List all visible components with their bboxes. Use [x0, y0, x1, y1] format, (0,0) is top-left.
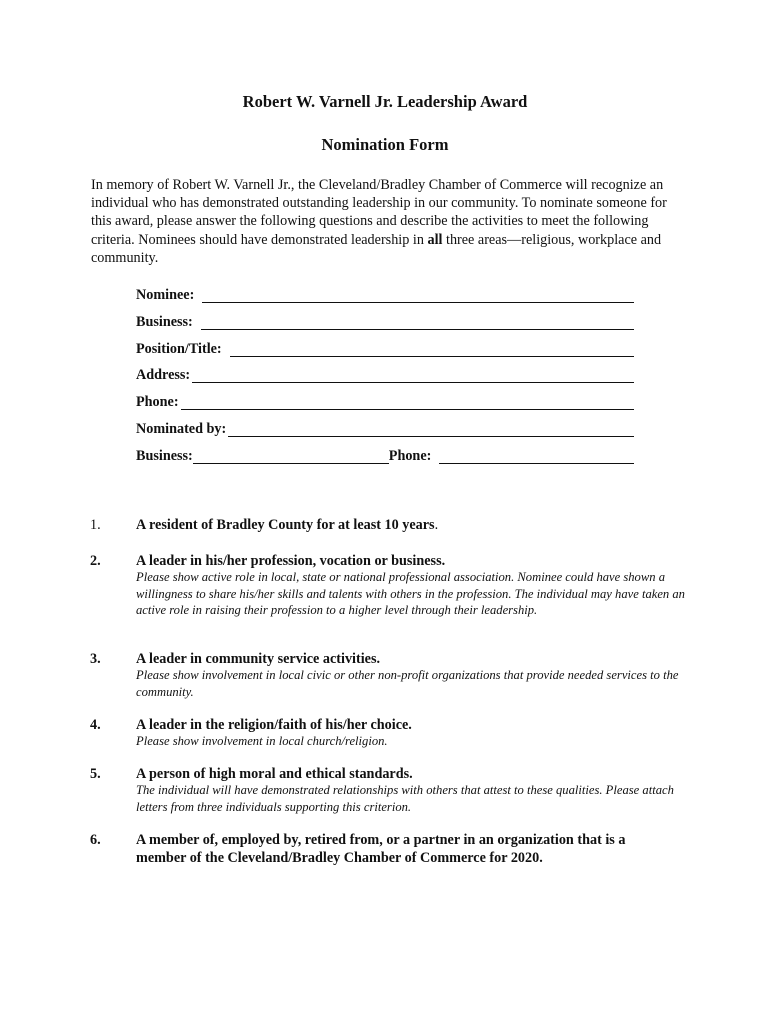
phone-field [136, 390, 634, 410]
nominator-phone-input-line[interactable] [439, 447, 634, 464]
phone-label: Phone: [136, 394, 179, 410]
position-title-label: Position/Title: [136, 341, 222, 357]
nominator-phone-label: Phone: [388, 448, 432, 464]
criterion-heading: A leader in the religion/faith of his/her choice. [136, 717, 412, 733]
nominee-field [136, 283, 634, 303]
criterion-number: 4. [90, 717, 101, 733]
position-title-input-line[interactable] [230, 340, 634, 357]
criterion-description: Please show involvement in local church/religion. [136, 734, 388, 748]
nominated-by-label: Nominated by: [136, 421, 227, 437]
criterion-heading [136, 516, 696, 534]
address-label: Address: [136, 367, 191, 383]
nominator-business-input-line[interactable] [193, 447, 389, 464]
nominee-label: Nominee: [136, 287, 195, 303]
nominated-by-input-line[interactable] [228, 420, 634, 437]
criterion-heading-tail: . [434, 517, 439, 533]
nominee-input-line[interactable] [202, 286, 634, 303]
position-title-field [136, 337, 634, 357]
nominator-contact-field [136, 444, 634, 464]
award-title: Robert W. Varnell Jr. Leadership Award [242, 92, 528, 111]
criterion-number: 1. [90, 517, 101, 533]
business-label: Business: [136, 314, 193, 330]
intro-text-end: three areas—religious, workplace and community. [91, 231, 662, 266]
criterion-heading: A person of high moral and ethical standards. [136, 766, 413, 782]
criterion-description: Please show active role in local, state or national professional association. Nominee could have shown a willingness to share his/her skills and talents with others in the profession. The individual may have taken an active role in raising their profession to a higher level through their leadership. [136, 570, 685, 617]
criterion-heading-text: A resident of Bradley County for at least 10 years [136, 517, 435, 533]
business-field [136, 310, 634, 330]
criterion-number: 2. [90, 553, 101, 569]
form-subtitle: Nomination Form [321, 135, 449, 154]
address-input-line[interactable] [192, 366, 634, 383]
criterion-heading: A member of, employed by, retired from, or a partner in an organization that is a member of the Cleveland/Bradley Chamber of Commerce for 2020. [136, 832, 626, 866]
criterion-heading: A leader in community service activities. [136, 651, 381, 667]
intro-paragraph [91, 176, 671, 267]
nominated-by-field [136, 417, 634, 437]
business-input-line[interactable] [201, 313, 634, 330]
phone-input-line[interactable] [181, 393, 634, 410]
criterion-number: 3. [90, 651, 101, 667]
intro-text: In memory of Robert W. Varnell Jr., the Cleveland/Bradley Chamber of Commerce will recognize an individual who has demonstrated outstanding leadership in our community. To nominate someone for this award, please answer the following questions and describe the activities to meet the following criteria. Nominees should have demonstrated leadership in [91, 177, 667, 248]
criterion-number: 6. [90, 832, 101, 848]
criterion-description: The individual will have demonstrated relationships with others that attest to these qualities. Please attach letters from three individuals supporting this criterion. [136, 783, 674, 814]
address-field [136, 363, 634, 383]
criterion-description: Please show involvement in local civic or other non-profit organizations that provide needed services to the community. [136, 668, 679, 699]
criterion-heading: A leader in his/her profession, vocation or business. [136, 553, 446, 569]
intro-bold-word: all [427, 231, 443, 248]
nominator-business-label: Business: [136, 448, 193, 464]
criterion-number: 5. [90, 766, 101, 782]
